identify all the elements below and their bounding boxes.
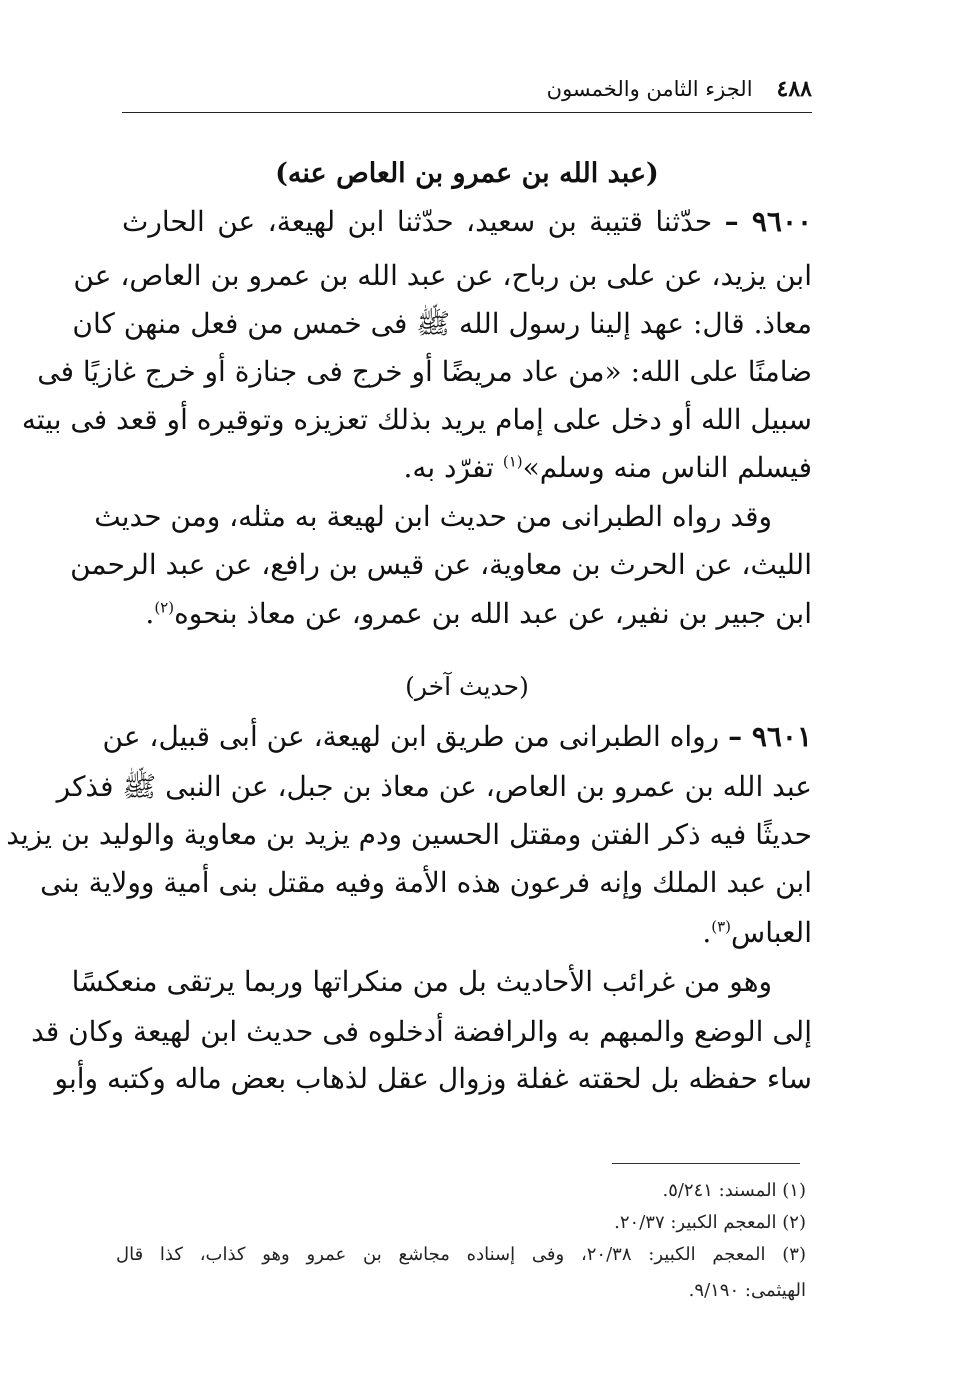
footnote-ref-3: (٣) (711, 917, 732, 936)
text-line-15: وهو من غرائب الأحاديث بل من منكراتها وربما يرتقى منعكسًا (71, 965, 772, 998)
text-line-11: عبد الله بن عمرو بن العاص، عن معاذ بن جبل، عن النبى ﷺ فذكر (56, 770, 812, 803)
section-heading-another-hadith: (حديث آخر) (405, 672, 529, 701)
text-line-12: حديثًا فيه ذكر الفتن ومقتل الحسين ودم يزيد بن معاوية والوليد بن يزيد (6, 818, 812, 851)
footnote-3-continuation: الهيثمى: ٩/١٩٠. (688, 1280, 806, 1301)
part-title: الجزء الثامن والخمسون (546, 77, 753, 101)
page-number: ٤٨٨ (776, 76, 812, 102)
text-line-14: العباس$^{(٣)}$. (702, 916, 812, 949)
section-heading-abdullah: (عبد الله بن عمرو بن العاص عنه) (275, 158, 659, 189)
text-line-6: فيسلم الناس منه وسلم»$^{(١)}$ تفرّد به. (403, 451, 812, 484)
text-line-5: سبيل الله أو دخل على إمام يريد بذلك تعزيزه وتوقيره أو قعد فى بيته (21, 403, 812, 436)
footnote-rule (612, 1163, 800, 1164)
hadith-number-9601: ٩٦٠١ – (728, 720, 812, 753)
text-line-2: ابن يزيد، عن على بن رباح، عن عبد الله بن عمرو بن العاص، عن (73, 259, 812, 292)
footnote-ref-1: (١) (502, 452, 523, 471)
text-line-4: ضامنًا على الله: «من عاد مريضًا أو خرج فى جنازة أو خرج غازيًا فى (37, 355, 812, 388)
text-line-17: ساء حفظه بل لحقته غفلة وزوال عقل لذهاب بعض ماله وكتبه وأبو (54, 1062, 812, 1095)
text-line-13: ابن عبد الملك وإنه فرعون هذه الأمة وفيه مقتل بنى أمية وولاية بنى (40, 866, 812, 899)
footnote-3: (٣) المعجم الكبير: ٢٠/٣٨، وفى إسناده مجاشع بن عمرو وهو كذاب، كذا قال (116, 1244, 806, 1265)
page-header (122, 72, 812, 106)
text-line-1: ٩٦٠٠ – حدّثنا قتيبة بن سعيد، حدّثنا ابن لهيعة، عن الحارث (122, 205, 813, 238)
text-line-7: وقد رواه الطبرانى من حديث ابن لهيعة به مثله، ومن حديث (94, 500, 772, 533)
hadith-number-9600: ٩٦٠٠ – (724, 205, 813, 238)
text-line-8: الليث، عن الحرث بن معاوية، عن قيس بن رافع، عن عبد الرحمن (70, 548, 812, 581)
text-line-9: ابن جبير بن نفير، عن عبد الله بن عمرو، عن معاذ بنحوه$^{(٢)}$. (145, 597, 812, 630)
header-rule (122, 112, 812, 113)
footnote-2: (٢) المعجم الكبير: ٢٠/٣٧. (614, 1212, 806, 1233)
footnote-ref-2: (٢) (154, 598, 175, 617)
footnote-1: (١) المسند: ٥/٢٤١. (662, 1180, 806, 1201)
text-line-3: معاذ. قال: عهد إلينا رسول الله ﷺ فى خمس من فعل منهن كان (72, 307, 812, 340)
text-line-16: إلى الوضع والمبهم به والرافضة أدخلوه فى حديث ابن لهيعة وكان قد (31, 1015, 812, 1048)
text-line-10: ٩٦٠١ – رواه الطبرانى من طريق ابن لهيعة، عن أبى قبيل، عن (102, 720, 812, 753)
